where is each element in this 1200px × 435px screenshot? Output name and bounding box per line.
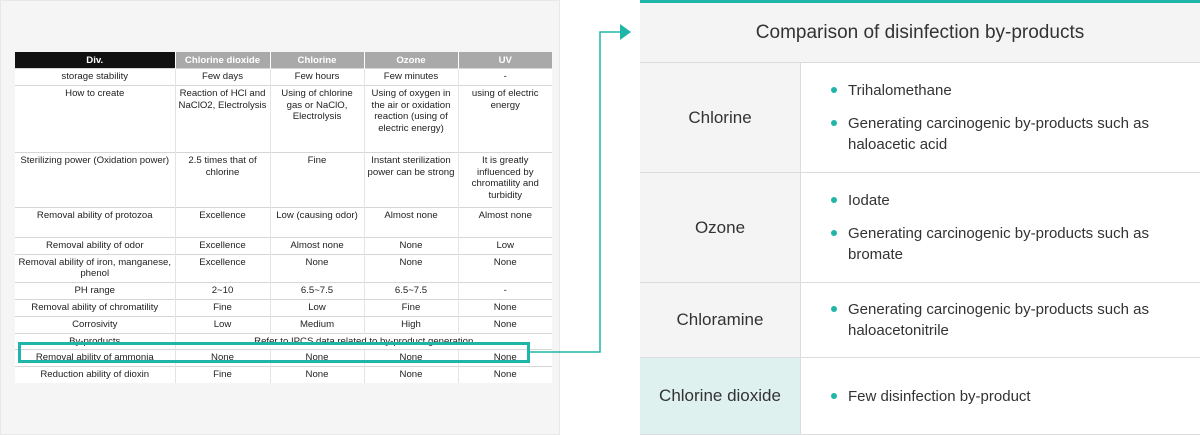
comparison-table-panel — [0, 0, 560, 435]
table-cell: None — [364, 254, 458, 283]
table-cell: Few days — [175, 69, 270, 86]
table-cell: Removal ability of chromatility — [15, 299, 175, 316]
table-row — [15, 254, 552, 283]
list-item: Trihalomethane — [830, 80, 1190, 101]
list-item: Generating carcinogenic by-products such as haloacetonitrile — [830, 299, 1190, 341]
table-cell: Corrosivity — [15, 316, 175, 333]
table-row — [15, 85, 552, 152]
byproducts-label: By-products — [15, 333, 175, 350]
table-cell: 6.5~7.5 — [270, 283, 364, 300]
row-name: Ozone — [640, 173, 801, 282]
table-cell: using of electric energy — [458, 85, 552, 152]
table-cell: Removal ability of ammonia — [15, 350, 175, 367]
table-cell: None — [270, 367, 364, 383]
table-row — [15, 237, 552, 254]
table-cell: None — [364, 350, 458, 367]
bullet-icon — [831, 230, 837, 236]
byproduct-list — [830, 283, 1190, 357]
table-cell: Low — [270, 299, 364, 316]
table-cell: 2.5 times that of chlorine — [175, 152, 270, 207]
table-cell: Low — [175, 316, 270, 333]
table-cell: High — [364, 316, 458, 333]
table-cell: None — [458, 254, 552, 283]
table-cell: None — [458, 299, 552, 316]
table-cell: None — [270, 254, 364, 283]
bullet-icon — [831, 393, 837, 399]
table-cell: Fine — [175, 367, 270, 383]
bullet-icon — [831, 197, 837, 203]
table-cell: Using of chlorine gas or NaClO, Electrolysis — [270, 85, 364, 152]
comparison-row-ozone — [640, 173, 1200, 283]
header-uv: UV — [458, 52, 552, 69]
table-cell: None — [458, 350, 552, 367]
table-cell: None — [175, 350, 270, 367]
list-item: Generating carcinogenic by-products such as bromate — [830, 223, 1190, 265]
table-row — [15, 69, 552, 86]
table-cell: Excellence — [175, 207, 270, 237]
list-item: Generating carcinogenic by-products such as haloacetic acid — [830, 113, 1190, 155]
table-cell: None — [364, 237, 458, 254]
header-chlorine: Chlorine — [270, 52, 364, 69]
table-row — [15, 207, 552, 237]
byproduct-list — [830, 358, 1190, 434]
table-cell: PH range — [15, 283, 175, 300]
comparison-title: Comparison of disinfection by-products — [640, 3, 1200, 63]
table-cell: Fine — [364, 299, 458, 316]
byproducts-comparison-panel — [640, 0, 1200, 435]
table-cell: Sterilizing power (Oxidation power) — [15, 152, 175, 207]
disinfection-comparison-table — [15, 52, 552, 383]
row-name: Chlorine — [640, 63, 801, 172]
table-row — [15, 350, 552, 367]
comparison-row-chlorine-dioxide — [640, 358, 1200, 435]
table-cell: Almost none — [270, 237, 364, 254]
table-cell: How to create — [15, 85, 175, 152]
byproducts-value: Refer to IPCS data related to by-product generation — [175, 333, 552, 350]
table-cell: Low — [458, 237, 552, 254]
bullet-icon — [831, 306, 837, 312]
table-cell: None — [270, 350, 364, 367]
byproduct-list — [830, 63, 1190, 172]
table-row — [15, 152, 552, 207]
table-cell: None — [458, 316, 552, 333]
byproducts-row — [15, 333, 552, 350]
list-item: Iodate — [830, 190, 1190, 211]
comparison-row-chlorine — [640, 63, 1200, 173]
table-cell: - — [458, 69, 552, 86]
table-cell: Removal ability of iron, manganese, phenol — [15, 254, 175, 283]
table-cell: 2~10 — [175, 283, 270, 300]
byproduct-list — [830, 173, 1190, 282]
table-cell: Fine — [270, 152, 364, 207]
table-cell: Reduction ability of dioxin — [15, 367, 175, 383]
header-ozone: Ozone — [364, 52, 458, 69]
table-cell: storage stability — [15, 69, 175, 86]
arrow-head-icon — [620, 24, 631, 40]
table-cell: 6.5~7.5 — [364, 283, 458, 300]
table-cell: Few minutes — [364, 69, 458, 86]
table-cell: Removal ability of odor — [15, 237, 175, 254]
list-item: Few disinfection by-product — [830, 386, 1190, 407]
row-name: Chlorine dioxide — [640, 358, 801, 434]
table-row — [15, 299, 552, 316]
table-cell: - — [458, 283, 552, 300]
table-cell: Almost none — [458, 207, 552, 237]
table-cell: Medium — [270, 316, 364, 333]
table-cell: Few hours — [270, 69, 364, 86]
table-header-row — [15, 52, 552, 69]
table-cell: It is greatly influenced by chromatility and turbidity — [458, 152, 552, 207]
table-cell: Almost none — [364, 207, 458, 237]
table-row — [15, 316, 552, 333]
table-cell: None — [458, 367, 552, 383]
table-cell: Removal ability of protozoa — [15, 207, 175, 237]
comparison-row-chloramine — [640, 283, 1200, 358]
bullet-icon — [831, 87, 837, 93]
table-row — [15, 367, 552, 383]
header-chlorine-dioxide: Chlorine dioxide — [175, 52, 270, 69]
bullet-icon — [831, 120, 837, 126]
table-cell: Low (causing odor) — [270, 207, 364, 237]
row-name: Chloramine — [640, 283, 801, 357]
table-cell: Excellence — [175, 254, 270, 283]
table-cell: Using of oxygen in the air or oxidation reaction (using of electric energy) — [364, 85, 458, 152]
table-cell: Excellence — [175, 237, 270, 254]
header-div: Div. — [15, 52, 175, 69]
table-cell: Reaction of HCl and NaClO2, Electrolysis — [175, 85, 270, 152]
table-cell: Instant sterilization power can be strong — [364, 152, 458, 207]
table-cell: None — [364, 367, 458, 383]
table-cell: Fine — [175, 299, 270, 316]
table-row — [15, 283, 552, 300]
